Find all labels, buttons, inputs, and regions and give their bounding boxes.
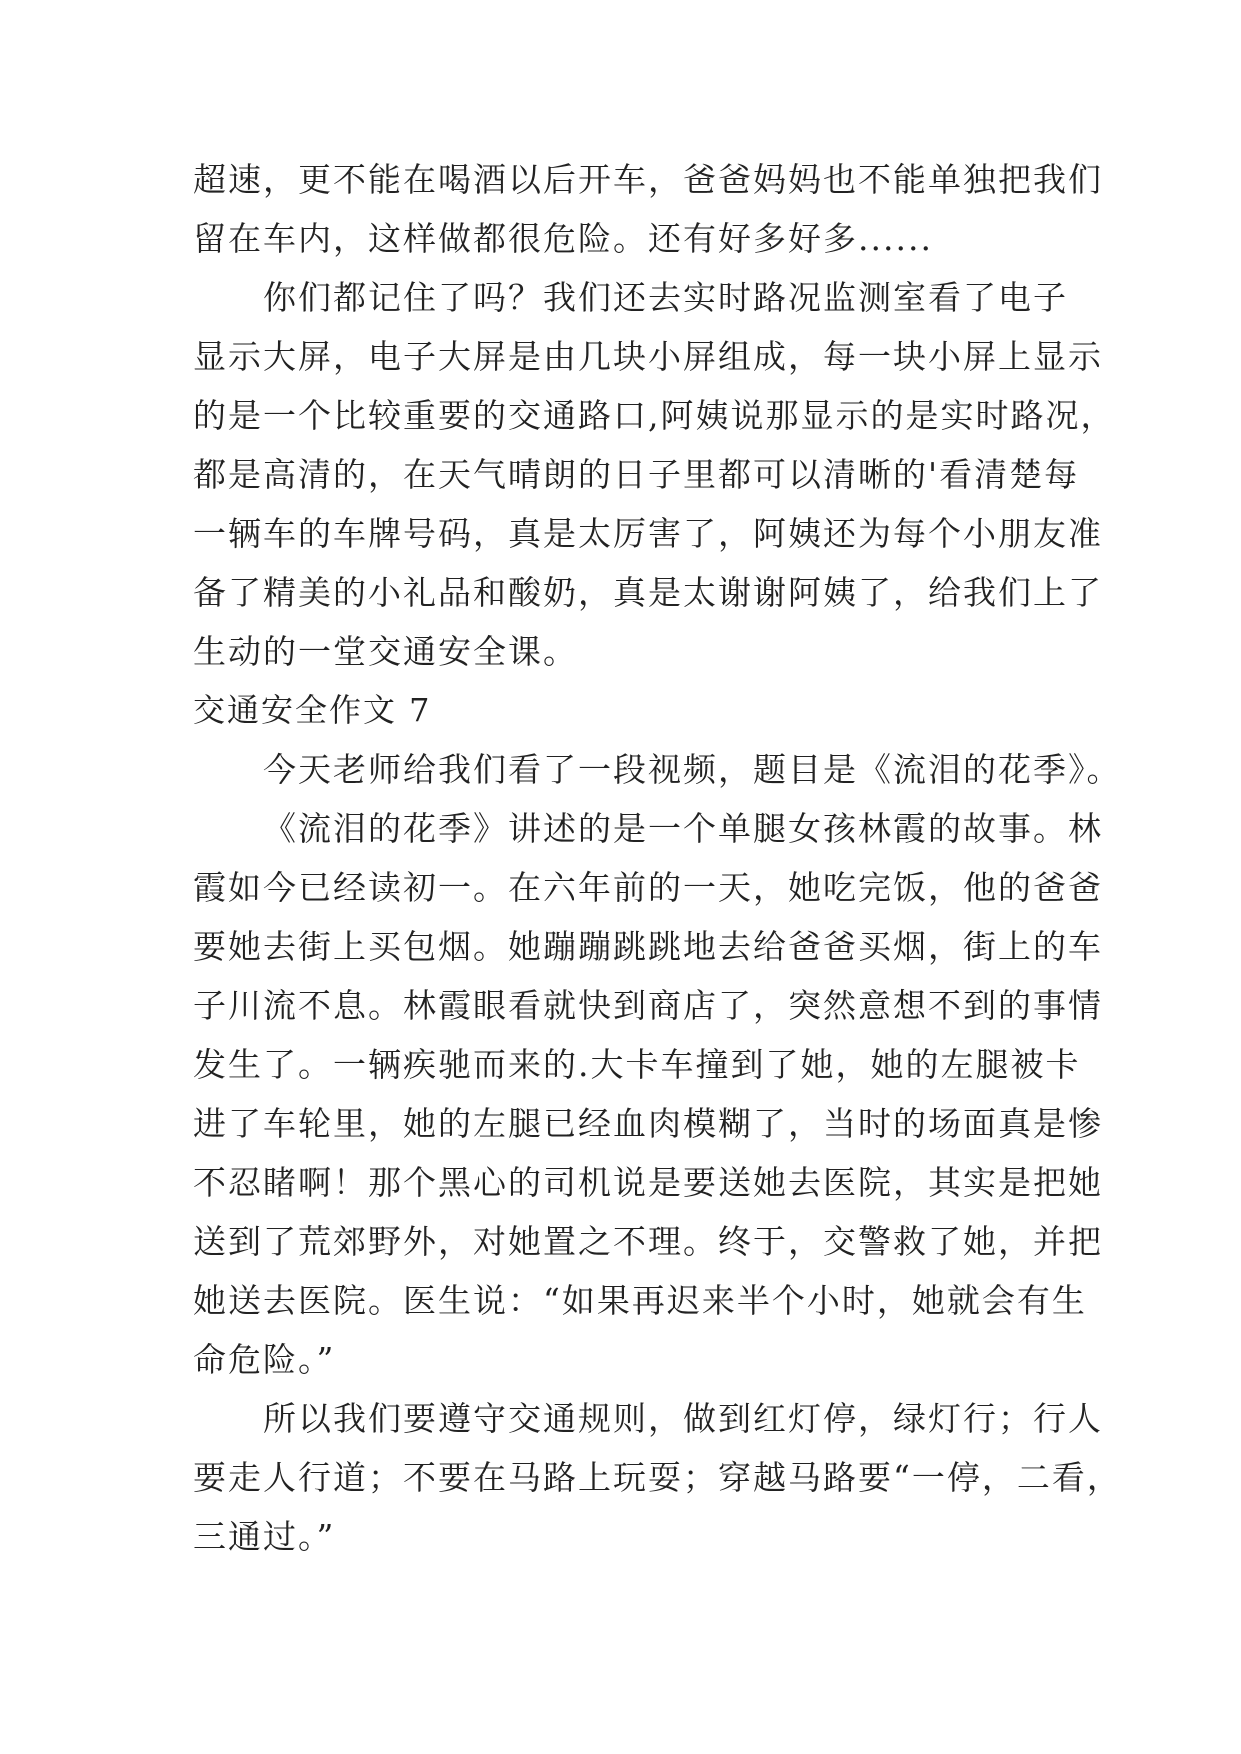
- text-line: 超速，更不能在喝酒以后开车，爸爸妈妈也不能单独把我们: [193, 160, 1103, 199]
- text-line: 发生了。一辆疾驰而来的.大卡车撞到了她，她的左腿被卡: [193, 1045, 1081, 1084]
- text-line: 《流泪的花季》讲述的是一个单腿女孩林霞的故事。林: [263, 809, 1103, 848]
- text-line: 备了精美的小礼品和酸奶，真是太谢谢阿姨了，给我们上了: [193, 573, 1103, 612]
- text-line: 生动的一堂交通安全课。: [193, 632, 578, 671]
- text-line: 要走人行道；不要在马路上玩耍；穿越马路要“一停，二看，: [193, 1458, 1122, 1497]
- text-line: 三通过。”: [193, 1517, 336, 1556]
- section-heading: 交通安全作文 7: [193, 691, 432, 729]
- text-line: 所以我们要遵守交通规则，做到红灯停，绿灯行；行人: [263, 1399, 1103, 1438]
- text-line: 不忍睹啊！那个黑心的司机说是要送她去医院，其实是把她: [193, 1163, 1103, 1202]
- text-line: 留在车内，这样做都很危险。还有好多好多......: [193, 219, 933, 258]
- document-body: [193, 150, 1122, 1566]
- text-line: 要她去街上买包烟。她蹦蹦跳跳地去给爸爸买烟，街上的车: [193, 927, 1103, 966]
- text-line: 命危险。”: [193, 1340, 336, 1379]
- text-line: 送到了荒郊野外，对她置之不理。终于，交警救了她，并把: [193, 1222, 1103, 1261]
- text-line: 今天老师给我们看了一段视频，题目是《流泪的花季》。: [263, 750, 1122, 789]
- text-line: 霞如今已经读初一。在六年前的一天，她吃完饭，他的爸爸: [193, 868, 1103, 907]
- text-line: 的是一个比较重要的交通路口,阿姨说那显示的是实时路况，: [193, 396, 1116, 435]
- text-line: 一辆车的车牌号码，真是太厉害了，阿姨还为每个小朋友准: [193, 514, 1103, 553]
- text-line: 显示大屏，电子大屏是由几块小屏组成，每一块小屏上显示: [193, 337, 1103, 376]
- text-line: 子川流不息。林霞眼看就快到商店了，突然意想不到的事情: [193, 986, 1103, 1025]
- text-line: 进了车轮里，她的左腿已经血肉模糊了，当时的场面真是惨: [193, 1104, 1103, 1143]
- text-line: 她送去医院。医生说：“如果再迟来半个小时，她就会有生: [193, 1281, 1087, 1320]
- text-line: 都是高清的，在天气晴朗的日子里都可以清晰的'看清楚每: [193, 455, 1080, 494]
- text-line: 你们都记住了吗？我们还去实时路况监测室看了电子: [263, 278, 1068, 317]
